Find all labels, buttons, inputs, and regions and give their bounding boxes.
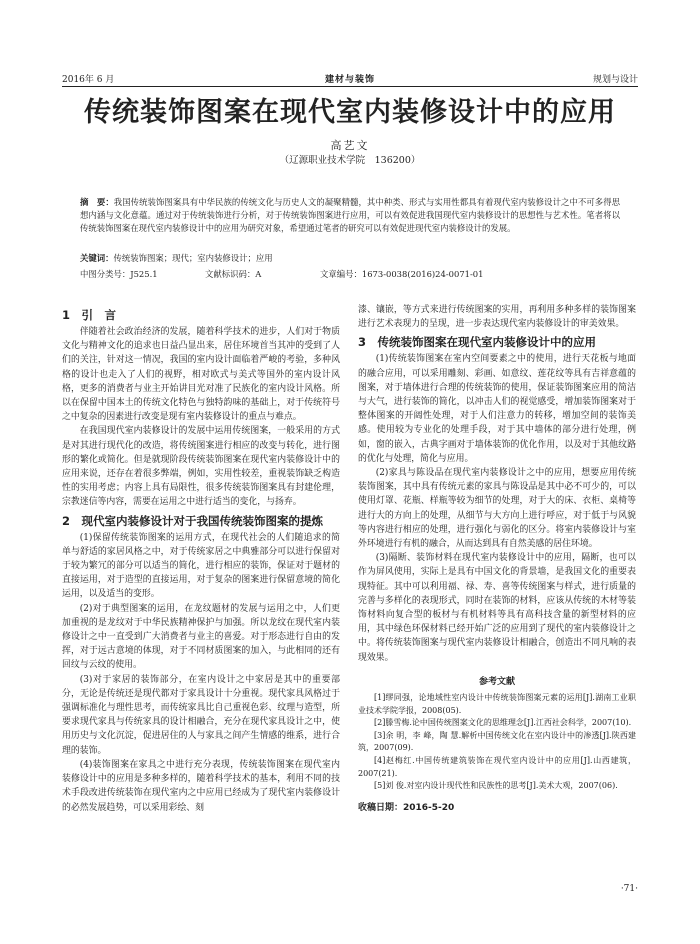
paragraph: 漆、镶嵌，等方式来进行传统图案的实用，再利用多种多样的装饰图案进行艺术表现力的呈现，进一步表达现代室内装修设计的审美效果。 [358,305,636,330]
section-heading: 1 引 言 [62,308,117,322]
paragraph: 伴随着社会政治经济的发展，随着科学技术的进步，人们对于物质文化与精神文化的追求也日益凸显出来，居住环境首当其冲的受到了人们的关注，针对这一情况，我国的室内设计面临着严峻的考验，多种风格的设计也走入了人们的视野，相对欧式与美式等国外的室内设计风格，更多的消费者与业主开始讲目光对准了民族化的室内设计风格。所以在保留中国本土的传统文化特色与独特韵味的基础上，对于传统符号之中复杂的因素进行改变是现有室内装修设计的重点与难点。 [62,327,340,423]
clc-value: J525.1 [130,269,158,279]
left-column [62,304,340,815]
reference-item: [4]赵梅红.中国传统建筑装饰在现代室内设计中的应用[J].山西建筑，2007(21). [358,756,636,778]
article-author: 高艺文 [330,139,370,152]
abstract [80,196,620,236]
header-date: 2016年 6 月 [62,75,115,85]
abstract-label: 摘 要： [80,197,114,207]
section-heading: 3 传统装饰图案在现代室内装修设计中的应用 [358,335,596,350]
running-header [62,72,638,86]
paragraph: (1)传统装饰图案在室内空间要素之中的使用，进行天花板与地面的融合应用，可以采用雕刻、彩画、如意纹、莲花纹等具有吉祥意蕴的图案，对于墙体进行合理的传统装饰的使用，保证装饰图案应用的简洁与大气，进行装饰的简化，以冲击人们的视觉感受，增加装饰图案对于整体图案的开阔性处理，对于人们注意力的转移，增加空间的装饰美感。使用较为专业化的处理手段，对于其中墙体的部分进行处理，例如，窗的嵌入，古典字画对于墙体装饰的优化作用，以及对于其他纹路的优化与处理，简化与应用。 [358,354,636,464]
received-date: 收稿日期：2016-5-20 [358,802,455,813]
paragraph: 在我国现代室内装修设计的发展中运用传统图案，一般采用的方式是对其进行现代化的改造，将传统图案进行相应的改变与转化，进行图形的繁化或简化。但是就现阶段传统装饰图案在现代室内装修设计中的应用来说，还存在着很多弊端，例如，实用性较差，重视装饰缺乏构造性的实用考虑；内容上具有局限性，很多传统装饰图案具有封建伦理，宗教迷信等内容，需要在运用之中进行适当的变化，与扬弃。 [62,426,340,508]
references-heading: 参考文献 [478,676,515,687]
clc-label: 中图分类号： [80,269,131,279]
article-no-value: 1673-0038(2016)24-0071-01 [361,269,484,279]
classification-line [80,268,483,280]
header-journal-name: 建材与装饰 [324,75,375,85]
doc-code-value: A [255,269,262,279]
keywords [80,252,620,264]
section-heading: 2 现代室内装修设计对于我国传统装饰图案的提炼 [62,513,323,528]
paragraph: (2)对于典型图案的运用，在龙纹题材的发展与运用之中，人们更加重视的是龙纹对于中华民族精神保护与加强。所以龙纹在现代室内装修设计之中一直受到广大消费者与业主的喜爱。对于形态进行自由的发挥，对于远古意境的体现，对于不同材质图案的加入，与此相同的还有回纹与云纹的使用。 [62,603,340,671]
article-no-label: 文章编号： [320,269,362,279]
reference-item: [2]滕雪梅.论中国传统图案文化的思维理念[J].江西社会科学，2007(10). [374,718,632,728]
right-column [358,303,636,815]
paragraph: (4)装饰图案在家具之中进行充分表现，传统装饰图案在现代室内装修设计中的应用是多种多样的，随着科学技术的基本，利用不同的技术手段改进传统装饰在现代室内之中应用已经成为了现代室内装修设计的必然发展趋势，可以采用彩绘、刻 [62,759,340,813]
reference-item: [3]余 明，李 峰，陶 慧.解析中国传统文化在室内设计中的渗透[J].陕西建筑，2007(09). [358,730,636,753]
header-section: 规划与设计 [592,75,638,85]
paragraph: (1)保留传统装饰图案的运用方式，在现代社会的人们随追求的简单与舒适的家居风格之中，对于传统家居之中典雅部分可以进行保留对于较为繁冗的部分可以适当的简化，进行相应的装饰，保证对于题材的直接运用，对于造型的直接运用，对于复杂的图案进行保留意境的简化运用，以及适当的变形。 [62,532,340,600]
paragraph: (3)隔断、装饰材料在现代室内装修设计中的应用，隔断，也可以作为屏风使用，实际上是具有中国文化的背景墙，是我国文化的重要表现特征。其中可以利用福、禄、寿、喜等传统图案与样式，进行质量的完善与多样化的表现形式，同时在装饰的材料，应该从传统的木材等装饰材料向复合型的板材与有机材料等具有高科技含量的新型材料的应用，其中绿色环保材料已经开始广泛的应用到了现代的室内装修设计之中。将传统装饰图案与现代室内装修设计相融合，创造出不同凡响的表现效果。 [358,553,636,663]
paragraph: (2)家具与陈设品在现代室内装修设计之中的应用，想要应用传统装饰图案，其中具有传统元素的家具与陈设品是其中必不可少的，可以使用灯罩、花瓶、样瓶等较为细节的处理，对于大的床、衣柜、桌椅等进行大的方向上的处理，从细节与大方向上进行呼应，对于低于与风貌等内容进行相应的处理，进行强化与弱化的区分。将室内装修设计与室外环境进行有机的融合，从而达到具有自然美感的居住环境。 [358,468,636,550]
page-number: ·71· [620,884,638,894]
reference-item: [1]缪同强，论地域性室内设计中传统装饰图案元素的运用[J].湖南工业职业技术学院学报，2008(05). [358,693,636,715]
article-affiliation: （辽源职业技术学院 136200） [279,155,421,166]
paragraph: (3)对于家居的装饰部分，在室内设计之中家居是其中的重要部分，无论是传统还是现代都对于家具设计十分重视。现代家具风格过于强调标准化与理性思考，而传统家具比自己重视色彩、纹理与造型，所要求现代家具与传统家具的设计相融合，充分在现代家具设计之中，使用历史与文化沉淀，促进居住的人与家具之间产生情感的维系，进行合理的装饰。 [62,674,340,756]
header-divider [62,86,638,87]
abstract-text: 我国传统装饰图案具有中华民族的传统文化与历史人文的凝聚精髓，其中种类、形式与实用性都具有着现代室内装修设计之中不可多得思想内涵与文化意蕴。通过对于传统装饰进行分析，对于传统装饰图案进行应用，可以有效促进我国现代室内装修设计的思想性与艺术性。笔者将以传统装饰图案在现代室内装修设计中的应用为研究对象，希望通过笔者的研究可以有效促进现代室内装修设计的发展。 [80,197,621,234]
reference-item: [5]刘 俊.对室内设计现代性和民族性的思考[J].美术大观，2007(06). [374,781,618,791]
article-title: 传统装饰图案在现代室内装修设计中的应用 [84,97,616,128]
doc-code-label: 文献标识码： [205,269,256,279]
keywords-label: 关键词： [80,253,114,263]
keywords-text: 传统装饰图案；现代；室内装修设计；应用 [113,253,273,263]
